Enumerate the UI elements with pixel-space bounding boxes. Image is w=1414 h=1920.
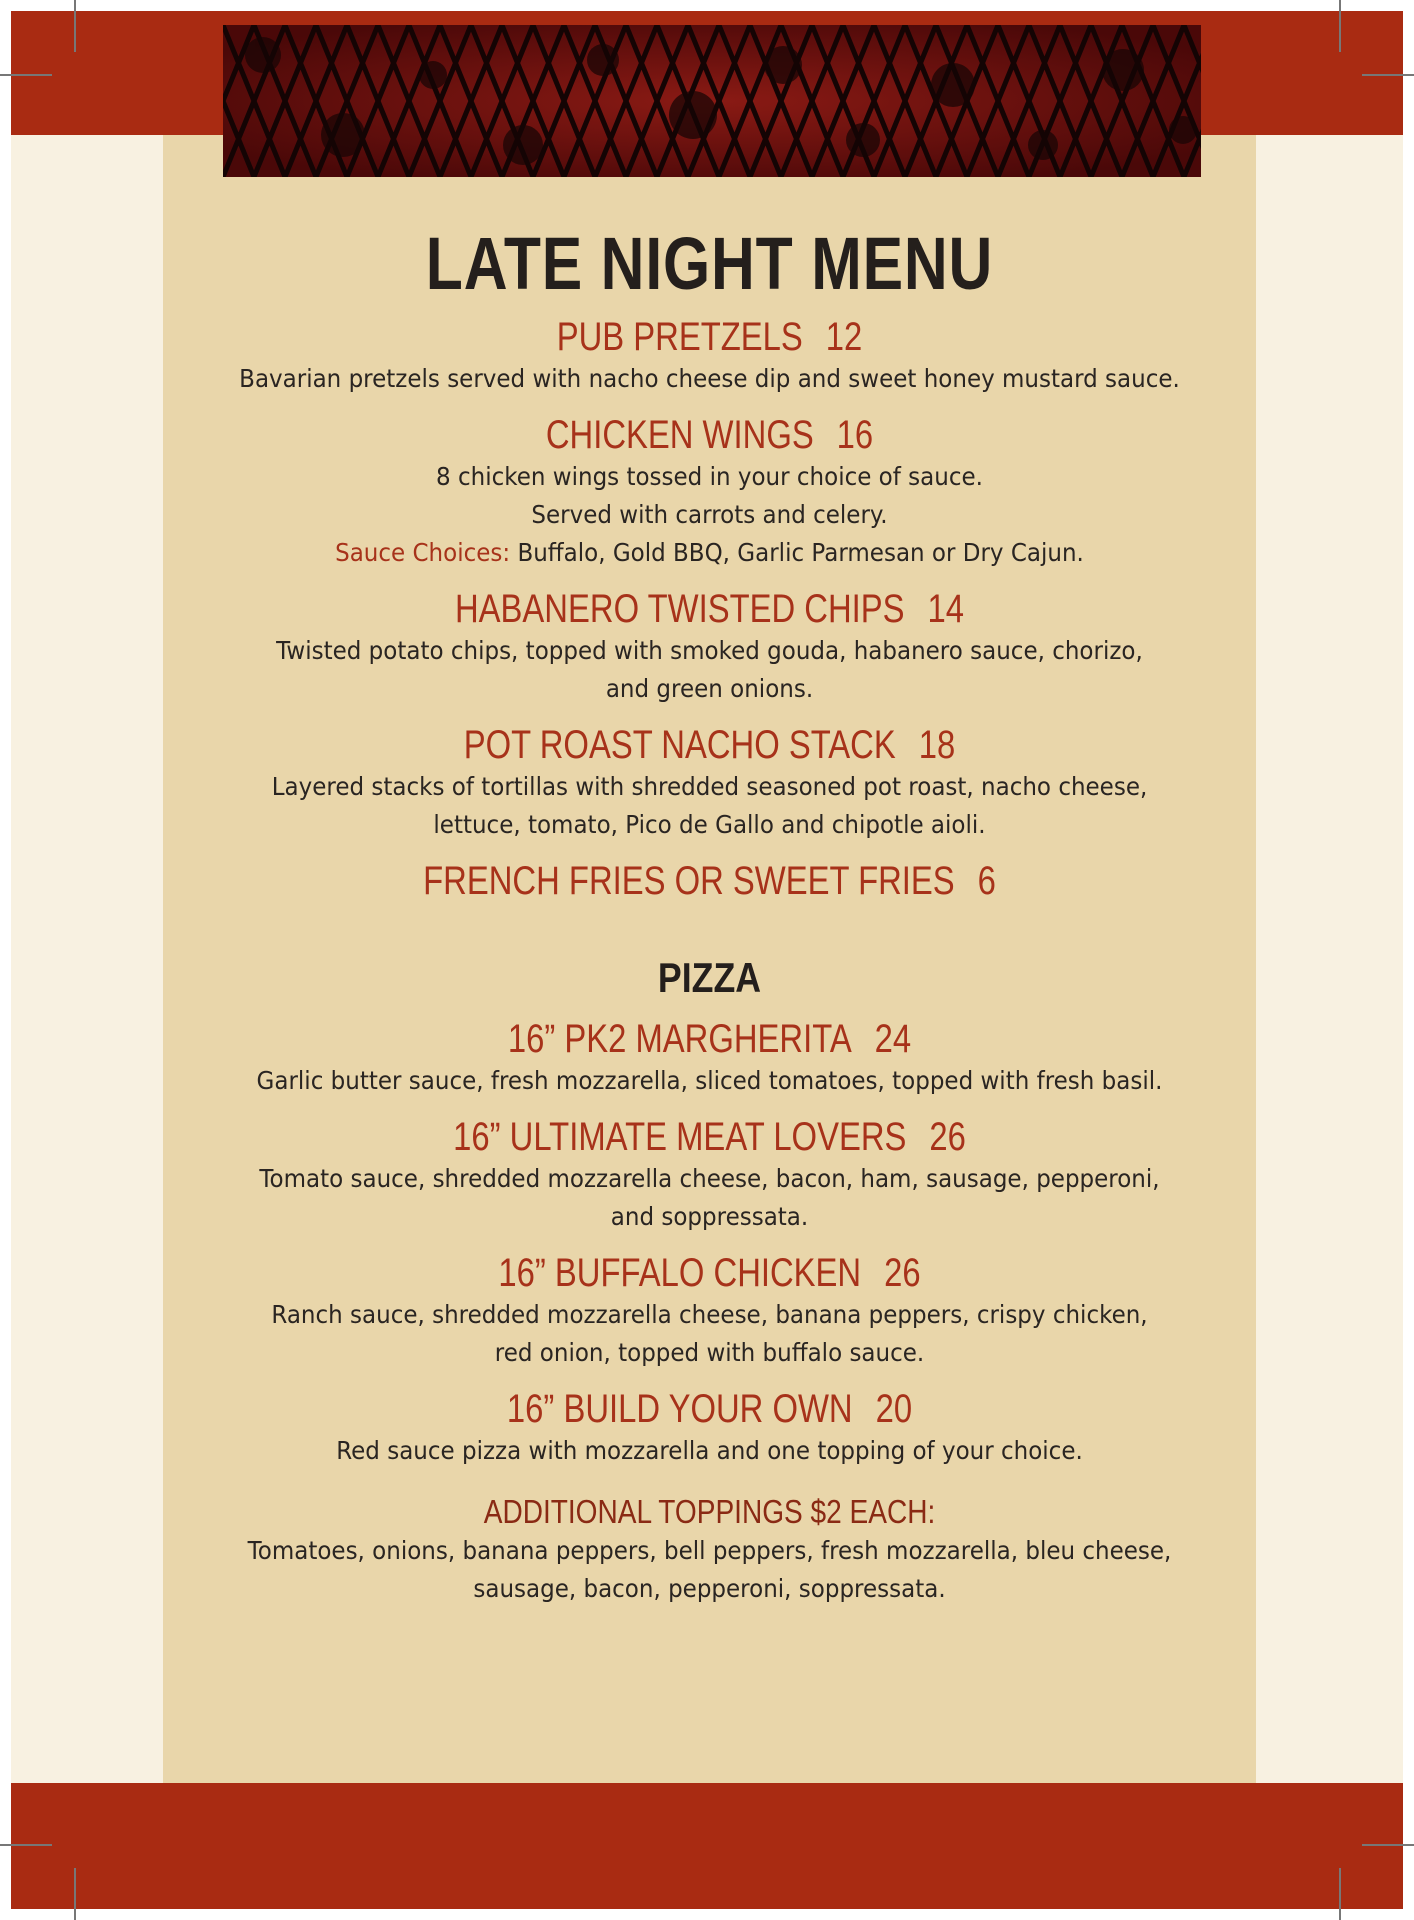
item-price: 26 (884, 1251, 921, 1295)
item-price: 24 (874, 1017, 912, 1061)
crop-mark (0, 1844, 52, 1846)
item-title (261, 412, 1157, 458)
bottom-red-band (11, 1783, 1403, 1909)
item-title (261, 722, 1157, 768)
item-description: red onion, topped with buffalo sauce. (494, 1338, 925, 1367)
item-title (261, 586, 1157, 632)
crop-mark (1339, 0, 1341, 52)
item-title (261, 858, 1157, 904)
item-price: 14 (927, 587, 964, 631)
item-description: lettuce, tomato, Pico de Gallo and chipotle aioli. (433, 810, 986, 839)
additional-toppings-list: sausage, bacon, pepperoni, soppressata. (473, 1574, 946, 1603)
menu-content (163, 222, 1256, 1622)
item-title (261, 1114, 1157, 1160)
crop-mark (1362, 1844, 1414, 1846)
pizza-item-meat-lovers (163, 1114, 1256, 1236)
item-name: POT ROAST NACHO STACK (463, 723, 896, 767)
item-price: 26 (929, 1115, 966, 1159)
item-name: HABANERO TWISTED CHIPS (454, 587, 905, 631)
item-price: 6 (977, 859, 996, 903)
item-description: Twisted potato chips, topped with smoked gouda, habanero sauce, chorizo, (276, 636, 1143, 665)
menu-title: LATE NIGHT MENU (425, 222, 994, 305)
item-name: 16” PK2 MARGHERITA (507, 1017, 852, 1061)
menu-item-habanero-chips (163, 586, 1256, 708)
sauce-choices (207, 534, 1213, 572)
lattice-pattern-graphic (223, 25, 1201, 177)
pizza-item-buffalo-chicken (163, 1250, 1256, 1372)
item-name: 16” ULTIMATE MEAT LOVERS (453, 1115, 907, 1159)
sauce-choices-text: Buffalo, Gold BBQ, Garlic Parmesan or Dry Cajun. (517, 538, 1084, 567)
menu-item-fries (163, 858, 1256, 904)
item-price: 16 (836, 413, 874, 457)
item-description: and soppressata. (610, 1202, 809, 1231)
menu-item-pub-pretzels (163, 314, 1256, 398)
item-price: 20 (875, 1387, 913, 1431)
item-price: 18 (918, 723, 956, 767)
crop-mark (74, 1868, 76, 1920)
item-description: Served with carrots and celery. (531, 500, 888, 529)
crop-mark (1339, 1868, 1341, 1920)
item-name: FRENCH FRIES OR SWEET FRIES (423, 859, 955, 903)
decorative-banner (223, 25, 1201, 177)
item-name: 16” BUFFALO CHICKEN (498, 1251, 862, 1295)
pizza-item-margherita (163, 1016, 1256, 1100)
item-name: CHICKEN WINGS (545, 413, 814, 457)
menu-item-chicken-wings (163, 412, 1256, 572)
pizza-item-build-your-own (163, 1386, 1256, 1470)
pizza-section-title: PIZZA (657, 954, 762, 1001)
item-title (261, 314, 1157, 360)
item-price: 12 (825, 315, 863, 359)
item-title (261, 1386, 1157, 1432)
crop-mark (1362, 74, 1414, 76)
item-description: Red sauce pizza with mozzarella and one topping of your choice. (336, 1436, 1083, 1465)
additional-toppings (163, 1492, 1256, 1608)
additional-toppings-title: ADDITIONAL TOPPINGS $2 EACH: (483, 1493, 936, 1530)
item-description: Bavarian pretzels served with nacho cheese dip and sweet honey mustard sauce. (239, 364, 1180, 393)
item-description: and green onions. (605, 674, 814, 703)
crop-mark (74, 0, 76, 52)
item-description: Ranch sauce, shredded mozzarella cheese, banana peppers, crispy chicken, (271, 1300, 1148, 1329)
menu-item-pot-roast-nacho (163, 722, 1256, 844)
item-title (261, 1016, 1157, 1062)
item-description: Garlic butter sauce, fresh mozzarella, sliced tomatoes, topped with fresh basil. (256, 1066, 1163, 1095)
item-description: Tomato sauce, shredded mozzarella cheese, bacon, ham, sausage, pepperoni, (259, 1164, 1160, 1193)
item-name: 16” BUILD YOUR OWN (506, 1387, 853, 1431)
item-description: Layered stacks of tortillas with shredded seasoned pot roast, nacho cheese, (271, 772, 1148, 801)
sauce-choices-label: Sauce Choices: (335, 538, 511, 567)
item-description: 8 chicken wings tossed in your choice of sauce. (436, 462, 983, 491)
item-title (261, 1250, 1157, 1296)
additional-toppings-list: Tomatoes, onions, banana peppers, bell peppers, fresh mozzarella, bleu cheese, (247, 1536, 1172, 1565)
crop-mark (0, 74, 52, 76)
item-name: PUB PRETZELS (556, 315, 803, 359)
